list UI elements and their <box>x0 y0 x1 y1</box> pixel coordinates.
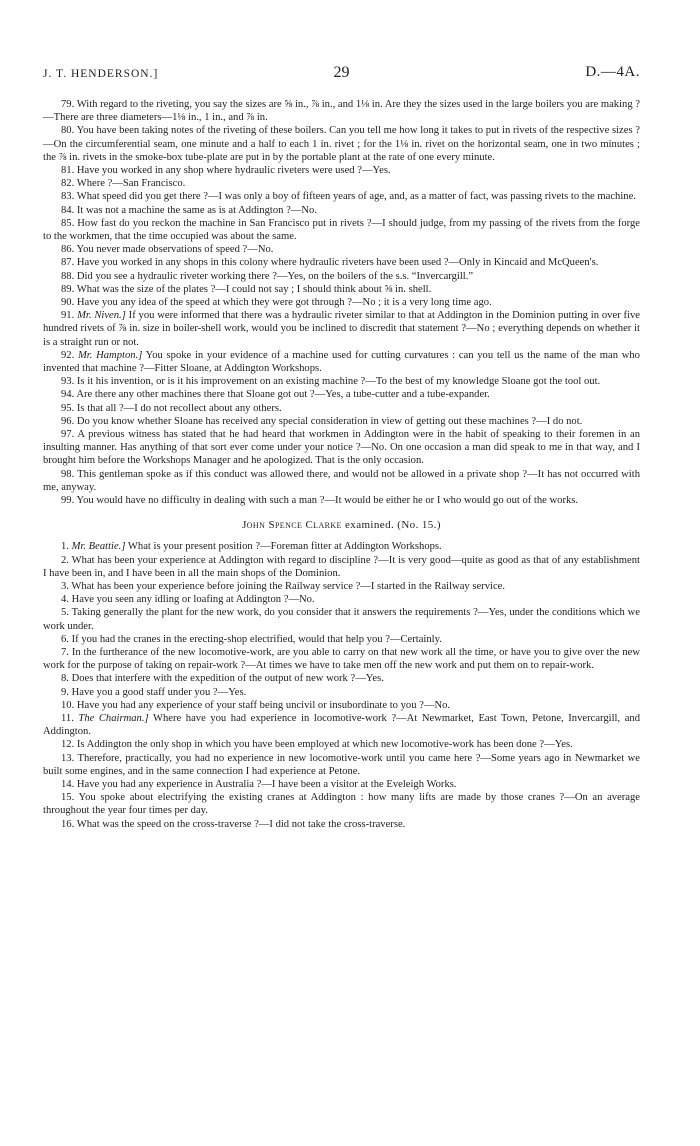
question-number: 1. <box>61 541 69 553</box>
question-answer-paragraph <box>43 593 640 606</box>
question-answer-paragraph <box>43 243 640 256</box>
question-answer-paragraph <box>43 633 640 646</box>
question-answer-text: What was the speed on the cross-traverse ?—I did not take the cross-traverse. <box>76 818 406 830</box>
question-number: 80. <box>61 125 75 137</box>
question-number: 81. <box>61 165 75 177</box>
question-answer-paragraph <box>43 672 640 685</box>
witness-heading <box>43 519 640 531</box>
witness-name: John Spence Clarke <box>242 519 342 532</box>
question-answer-text: You spoke in your evidence of a machine used for cutting curvatures : can you tell us the name of the man who invented that machine ?—Fitter Sloane, at Addington Workshops. <box>43 349 640 375</box>
question-answer-text: With regard to the riveting, you say the sizes are ⅝ in., ⅞ in., and 1⅛ in. Are they the sizes used in the large boilers you are making ?—There are three diameters—1⅛ in., 1 in., and ⅞ in. <box>43 99 640 124</box>
question-answer-paragraph <box>43 738 640 751</box>
question-number: 11. <box>61 712 74 724</box>
question-answer-paragraph <box>43 190 640 203</box>
question-answer-paragraph <box>43 752 640 778</box>
question-answer-paragraph <box>43 494 640 507</box>
question-answer-paragraph <box>43 646 640 672</box>
question-number: 10. <box>61 699 75 711</box>
question-answer-paragraph <box>43 428 640 468</box>
question-number: 6. <box>61 633 69 645</box>
question-answer-paragraph <box>43 818 640 831</box>
question-answer-paragraph <box>43 164 640 177</box>
question-answer-paragraph <box>43 580 640 593</box>
question-answer-text: Did you see a hydraulic riveter working there ?—Yes, on the boilers of the s.s. “Invercargill.” <box>76 270 474 282</box>
question-answer-paragraph <box>43 270 640 283</box>
question-answer-paragraph <box>43 686 640 699</box>
question-number: 2. <box>61 554 69 566</box>
question-answer-text: Taking generally the plant for the new work, do you consider that it answers the requirements ?—Yes, under the conditions which we work under. <box>43 607 640 632</box>
question-answer-paragraph <box>43 204 640 217</box>
question-number: 13. <box>61 752 75 764</box>
question-answer-text: Is that all ?—I do not recollect about any others. <box>76 402 282 414</box>
question-answer-text: Does that interfere with the expedition of the output of new work ?—Yes. <box>71 673 384 685</box>
question-answer-text: You never made observations of speed ?—No. <box>76 244 274 256</box>
question-number: 93. <box>61 376 75 388</box>
question-answer-paragraph <box>43 554 640 580</box>
question-answer-paragraph <box>43 712 640 738</box>
question-answer-text: Have you seen any idling or loafing at Addington ?—No. <box>71 594 315 606</box>
question-answer-paragraph <box>43 296 640 309</box>
question-answer-paragraph <box>43 98 640 124</box>
running-header <box>43 66 640 86</box>
question-number: 97. <box>61 429 75 441</box>
witness-name-header: J. T. HENDERSON.] <box>43 68 159 80</box>
question-answer-paragraph <box>43 375 640 388</box>
witness-heading-rest: examined. (No. 15.) <box>345 519 441 532</box>
question-answer-text: Therefore, practically, you had no experience in new locomotive-work until you came here ?—Some years ago in Newmarket we built some engines, and in the same connection I had experience at Petone. <box>43 752 640 777</box>
question-number: 8. <box>61 673 69 685</box>
question-answer-text: Where ?—San Francisco. <box>76 178 186 190</box>
question-number: 95. <box>61 402 75 414</box>
paper-reference: D.—4A. <box>585 64 640 80</box>
question-number: 89. <box>61 283 75 295</box>
question-number: 88. <box>61 270 75 282</box>
question-answer-text: This gentleman spoke as if this conduct was allowed there, and would not be allowed in a private shop ?—It has not occurred with me, anyway. <box>43 468 640 493</box>
question-number: 83. <box>61 191 75 203</box>
question-number: 7. <box>61 646 69 658</box>
question-answer-paragraph <box>43 124 640 164</box>
testimony-section-henderson <box>43 98 640 507</box>
question-answer-text: Have you had any experience of your staff being uncivil or insubordinate to you ?—No. <box>76 699 451 711</box>
question-answer-text: How fast do you reckon the machine in San Francisco put in rivets ?—I should judge, from my passing of the rivets from the forge to the workmen, that the time occupied was about the same. <box>43 217 640 243</box>
question-answer-text: In the furtherance of the new locomotive-work, are you able to carry on that new work all the time, or have you to give over the new work for the purpose of taking on repair-work ?—At times we have to take men off the new work and put them on to repair-work. <box>43 646 640 672</box>
question-number: 3. <box>61 580 69 592</box>
question-answer-text: If you were informed that there was a hydraulic riveter similar to that at Addington in the Dominion putting in over five hundred rivets of ⅞ in. size in boiler-shell work, would you be inclined to discredit that statement ?—No ; everything depends on whether it is a straight run or not. <box>43 310 640 348</box>
question-number: 4. <box>61 594 69 606</box>
testimony-section-clarke <box>43 540 640 830</box>
question-answer-text: What has been your experience at Addington with regard to discipline ?—It is very good—quite as good as that of any establishment I have been in, and I have been in all the main shops of the Dominion. <box>43 554 640 579</box>
question-number: 84. <box>61 204 75 216</box>
question-number: 9. <box>61 686 69 698</box>
speaker-name: Mr. Niven.] <box>77 310 126 322</box>
question-answer-text: Have you worked in any shop where hydraulic riveters were used ?—Yes. <box>76 165 391 177</box>
question-answer-text: What has been your experience before joining the Railway service ?—I started in the Railway service. <box>71 580 506 592</box>
document-page <box>43 66 640 831</box>
question-answer-text: Have you any idea of the speed at which they were got through ?—No ; it is a very long time ago. <box>76 297 492 309</box>
question-number: 91. <box>61 310 75 322</box>
question-answer-text: Where have you had experience in locomotive-work ?—At Newmarket, East Town, Petone, Invercargill, and Addington. <box>43 712 641 738</box>
question-answer-paragraph <box>43 388 640 401</box>
question-answer-paragraph <box>43 778 640 791</box>
page-number: 29 <box>333 64 350 81</box>
question-answer-paragraph <box>43 415 640 428</box>
question-answer-text: If you had the cranes in the erecting-shop electrified, would that help you ?—Certainly. <box>71 633 442 645</box>
question-answer-text: Is Addington the only shop in which you have been employed at which new locomotive-work has been done ?—Yes. <box>76 739 573 751</box>
question-answer-text: What was the size of the plates ?—I could not say ; I should think about ⅝ in. shell. <box>76 283 432 295</box>
question-number: 90. <box>61 297 75 309</box>
question-number: 79. <box>61 99 75 110</box>
question-answer-text: Have you a good staff under you ?—Yes. <box>71 686 247 698</box>
question-answer-paragraph <box>43 402 640 415</box>
question-number: 86. <box>61 244 75 256</box>
question-answer-text: Is it his invention, or is it his improvement on an existing machine ?—To the best of my knowledge Sloane got the tool out. <box>76 376 601 388</box>
question-number: 96. <box>61 415 75 427</box>
question-answer-paragraph <box>43 606 640 632</box>
question-answer-paragraph <box>43 256 640 269</box>
question-number: 92. <box>61 349 75 361</box>
question-answer-text: Have you had any experience in Australia ?—I have been a visitor at the Eveleigh Works. <box>76 778 457 790</box>
question-number: 99. <box>61 495 75 507</box>
speaker-name: Mr. Beattie.] <box>71 541 126 553</box>
question-answer-paragraph <box>43 177 640 190</box>
question-answer-text: What is your present position ?—Foreman fitter at Addington Workshops. <box>127 541 442 553</box>
speaker-name: Mr. Hampton.] <box>77 349 143 361</box>
question-answer-text: Have you worked in any shops in this colony where hydraulic riveters have been used ?—Only in Kincaid and McQueen's. <box>76 257 599 269</box>
question-number: 82. <box>61 178 75 190</box>
question-answer-text: Do you know whether Sloane has received any special consideration in view of getting out these machines ?—I do not. <box>76 415 583 427</box>
question-answer-paragraph <box>43 283 640 296</box>
question-number: 94. <box>61 389 75 401</box>
question-answer-paragraph <box>43 349 640 375</box>
question-answer-text: Are there any other machines there that Sloane got out ?—Yes, a tube-cutter and a tube-expander. <box>76 389 490 401</box>
question-answer-paragraph <box>43 468 640 494</box>
question-answer-paragraph <box>43 540 640 553</box>
question-number: 16. <box>61 818 75 830</box>
question-number: 15. <box>61 792 75 804</box>
question-answer-text: A previous witness has stated that he had heard that workmen in Addington were in the habit of speaking to their foremen in an insulting manner. Has anything of that sort ever come under your notice ?—No. On one occasion a man did speak to me in that way, and I brought him before the Workshops Manager and he apologized. That is the only occasion. <box>43 429 640 467</box>
question-answer-text: It was not a machine the same as is at Addington ?—No. <box>76 204 317 216</box>
question-number: 12. <box>61 739 75 751</box>
question-answer-text: You would have no difficulty in dealing with such a man ?—It would be either he or I who would go out of the works. <box>76 495 579 507</box>
question-number: 87. <box>61 257 75 269</box>
question-number: 85. <box>61 217 75 229</box>
question-number: 14. <box>61 778 75 790</box>
question-answer-text: You have been taking notes of the riveting of these boilers. Can you tell me how long it takes to put in rivets of the respective sizes ?—On the circumferential seam, one minute and a half to each 1 in. rivet ; for the 1⅛ in. rivet on the horizontal seam, one in two minutes ; the ⅞ in. rivets in the smoke-box tube-plate are put in by the portable plant at the rate of one every minute. <box>43 125 640 163</box>
question-answer-paragraph <box>43 699 640 712</box>
question-number: 98. <box>61 468 75 480</box>
question-answer-text: You spoke about electrifying the existing cranes at Addington : how many lifts are made by those cranes ?—On an average throughout the year four times per day. <box>43 792 640 817</box>
question-answer-paragraph <box>43 791 640 817</box>
question-answer-paragraph <box>43 309 640 349</box>
question-answer-paragraph <box>43 217 640 243</box>
question-answer-text: What speed did you get there ?—I was only a boy of fifteen years of age, and, as a matter of fact, was passing rivets to the machine. <box>76 191 636 203</box>
question-number: 5. <box>61 607 69 619</box>
speaker-name: The Chairman.] <box>78 712 149 724</box>
